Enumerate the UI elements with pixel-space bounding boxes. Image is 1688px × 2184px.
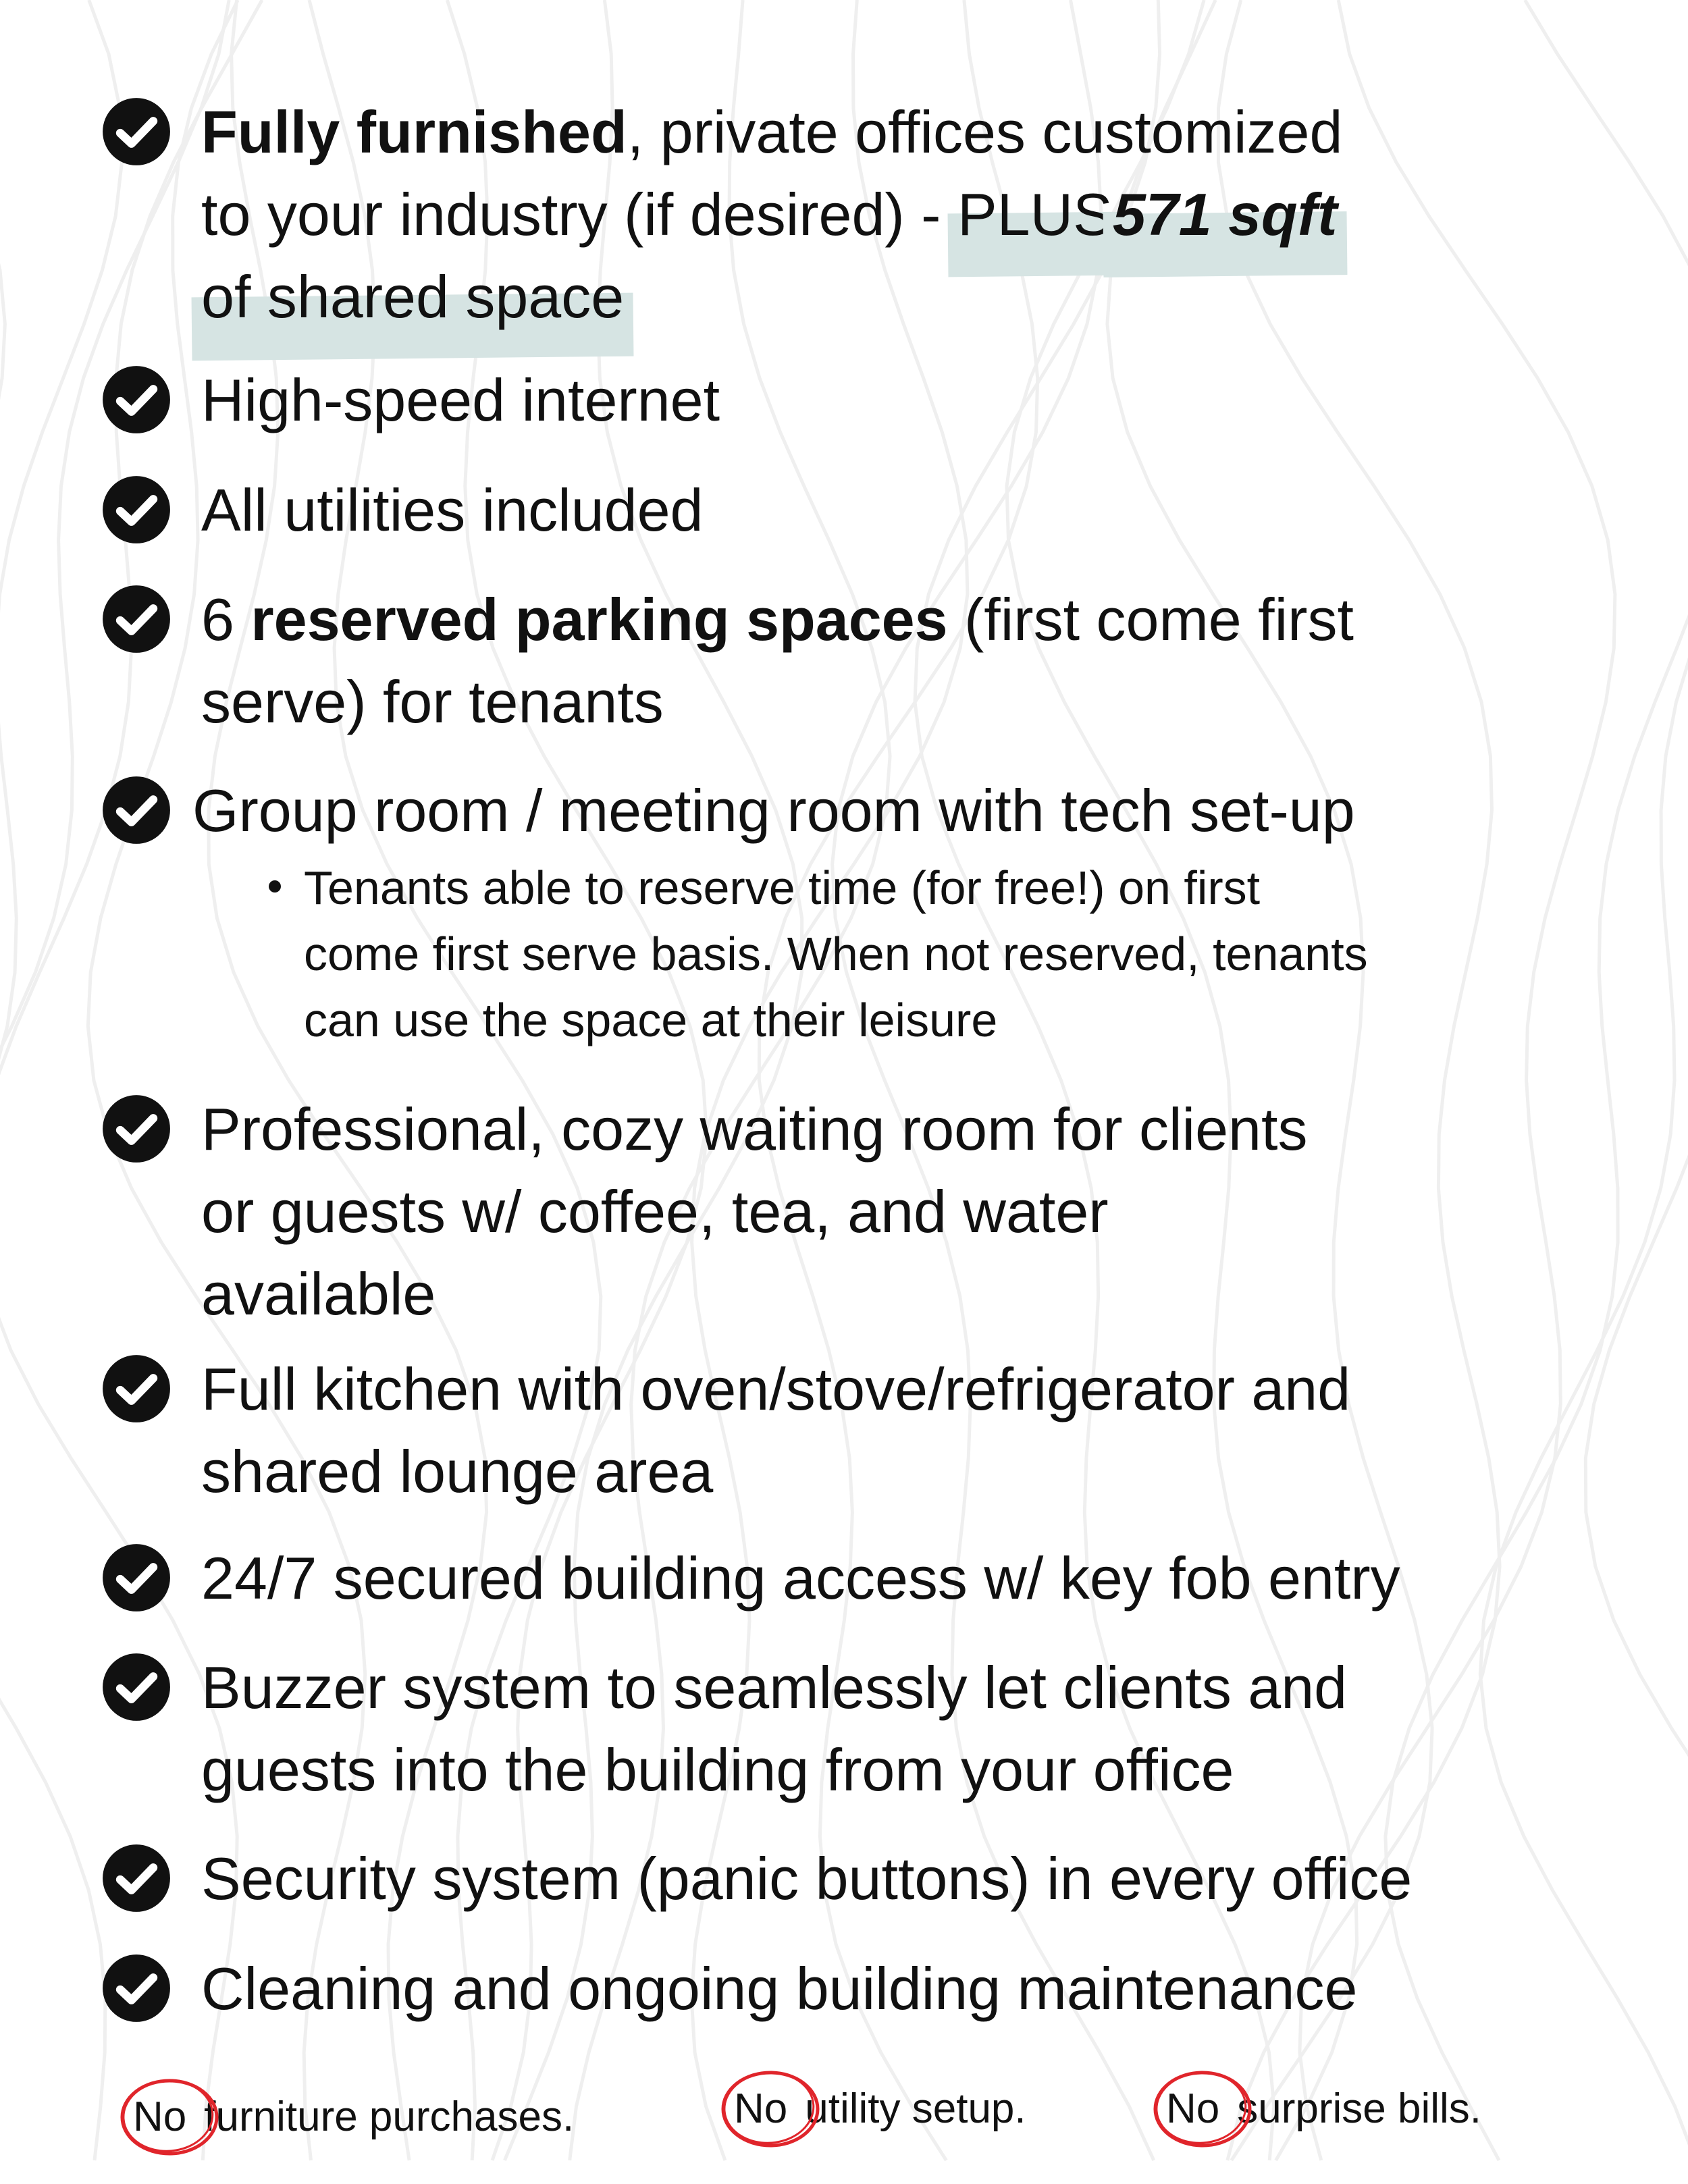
topo-line [915,0,1274,2160]
text-segment: 24/7 secured building access w/ key fob entry [201,1545,1400,1612]
text-segment: (first come first [947,586,1354,653]
text-segment: Cleaning and ongoing building maintenance [201,1955,1358,2022]
sub-bullet [304,855,1368,1053]
check-circle-icon [101,475,172,545]
feature-text-line [201,1729,1234,1811]
sub-bullet-line: come first serve basis. When not reserved, tenants [304,928,1368,980]
check-circle-icon [101,584,172,654]
feature-text-line [192,770,1355,852]
feature-text-line [201,359,720,442]
text-segment: shared lounge area [201,1438,714,1505]
topo-line [1585,0,1688,2160]
check-circle-icon [101,775,172,845]
bold-text: reserved parking spaces [250,586,948,653]
footer-note [1158,2085,1481,2133]
feature-text-line [201,661,664,743]
feature-text-line [201,1838,1412,1920]
feature-text-line [201,1253,436,1335]
no-label: No [734,2085,788,2132]
check-circle-icon [101,1543,172,1613]
footer-note [125,2093,574,2141]
text-segment: Buzzer system to seamlessly let clients and [201,1654,1348,1721]
check-circle-icon [101,97,172,167]
text-segment: or guests w/ coffee, tea, and water [201,1178,1109,1245]
check-circle-icon [101,1843,172,1913]
feature-text-line [201,1537,1400,1620]
no-label: No [1166,2085,1220,2132]
text-segment: of shared space [201,256,624,338]
topo-line [759,0,1037,2160]
bullet-dot-icon [269,880,281,893]
sub-bullet-line: can use the space at their leisure [304,994,998,1046]
check-circle-icon [101,1094,172,1164]
feature-text-line [201,1171,1109,1253]
no-circled [1158,2085,1228,2133]
text-segment: guests into the building from your office [201,1736,1234,1803]
feature-text-line [201,256,624,338]
text-segment: Professional, cozy waiting room for clients [201,1096,1308,1163]
feature-text-line [201,1948,1357,2030]
footer-note [726,2085,1026,2133]
footer-text: furniture purchases. [204,2094,575,2140]
no-circled [125,2093,194,2141]
topo-line [1480,0,1688,2160]
no-circled [726,2085,795,2133]
check-circle-icon [101,365,172,435]
feature-text-line [201,1088,1307,1171]
text-segment: to your industry (if desired) - [201,181,957,248]
bold-text: 571 sqft [1113,174,1338,256]
feature-text-line [201,1348,1350,1431]
footer-text: utility setup. [805,2085,1026,2132]
topo-line [691,0,968,2160]
text-segment: High-speed internet [201,367,720,433]
text-segment: 6 [201,586,251,653]
feature-text-line [201,174,1337,256]
text-segment: serve) for tenants [201,668,664,735]
topo-line [0,0,5,2160]
footer-text: surprise bills. [1237,2085,1482,2132]
text-segment: , private offices customized [627,99,1343,165]
text-segment: Full kitchen with oven/stove/refrigerator and [201,1356,1351,1422]
feature-text-line [201,91,1342,174]
check-circle-icon [101,1354,172,1424]
sub-bullet-line: Tenants able to reserve time (for free!) on first [304,861,1261,914]
feature-text-line [201,579,1354,661]
feature-text-line [201,1647,1347,1729]
text-segment: Group room / meeting room with tech set-up [192,777,1355,844]
text-segment: All utilities included [201,477,704,543]
no-label: No [133,2094,187,2140]
check-circle-icon [101,1953,172,2023]
text-segment: available [201,1260,436,1327]
bold-text: Fully furnished [201,99,627,165]
text-segment: PLUS [957,174,1113,256]
feature-text-line [201,1431,713,1513]
text-segment: Security system (panic buttons) in every office [201,1845,1413,1912]
topo-line [833,0,1154,2160]
topo-line [1386,0,1688,2160]
feature-text-line [201,469,704,552]
check-circle-icon [101,1652,172,1722]
